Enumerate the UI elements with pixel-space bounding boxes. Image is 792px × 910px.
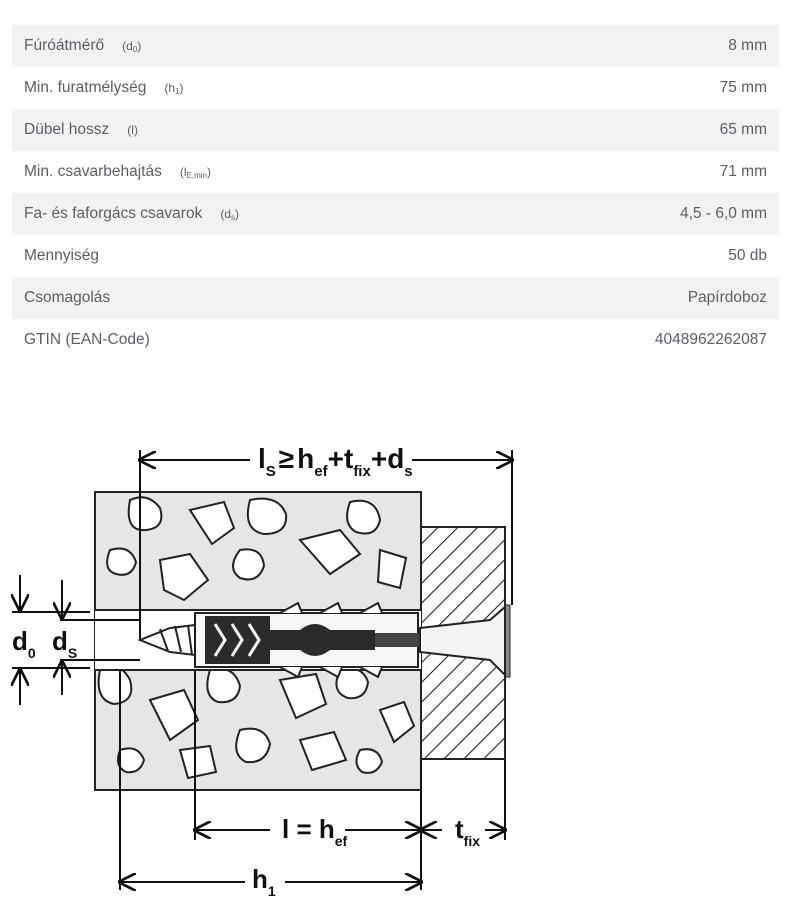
spec-value: 4048962262087 [654,331,767,348]
installation-diagram [0,430,560,900]
spec-value: 50 db [728,247,767,264]
ds-label: $d_S$ [52,626,78,661]
spec-label: Min. furatmélység [24,79,147,96]
spec-value: 8 mm [728,37,767,54]
spec-symbol-sub: 0 [132,44,138,54]
spec-label: GTIN (EAN-Code) [24,331,150,348]
spec-symbol: l [183,164,187,179]
spec-value: Papírdoboz [687,289,767,306]
spec-row-quantity [12,235,779,277]
spec-label: Dübel hossz [24,121,110,138]
spec-symbol-sub: 1 [175,86,180,96]
spec-row-min-drill-depth: Min. furatmélység $(h_1)$ 75 mm [24,79,767,96]
spec-row-screw-diameter: Fa- és faforgács csavarok $(d_s)$ 4,5 - 6,0 mm [12,193,779,235]
specs-table [12,25,779,361]
spec-symbol-sub: s [231,212,236,222]
h1-label: $h_1$ [252,864,276,899]
formula-label: $l_S \ge h_{ef}+t_{fix}+d_s$ [258,443,413,480]
spec-value: 75 mm [719,79,767,96]
spec-value: 4,5 - 6,0 mm [680,205,767,222]
spec-label: Min. csavarbehajtás [24,163,162,180]
spec-label: Csomagolás [24,289,111,306]
spec-symbol: d [224,206,232,221]
spec-label: Mennyiség [24,247,99,264]
anchor-length-label: $l = h_{ef}$ [282,814,348,849]
spec-label: Fa- és faforgács csavarok [24,205,203,222]
spec-label: Fúróátmérő [24,37,105,54]
tfix-label: $t_{fix}$ [455,814,481,849]
spec-row-min-screw-depth: Min. csavarbehajtás $(l_{E,min})$ 71 mm [24,163,767,180]
spec-value: 71 mm [719,163,767,180]
spec-row-gtin [12,319,779,361]
spec-value: 65 mm [719,121,767,138]
spec-symbol: l [131,123,134,137]
spec-row-packaging [12,277,779,319]
spec-symbol: d [126,38,133,53]
d0-label: $d_0$ [12,626,36,661]
spec-symbol: h [168,80,176,95]
spec-row-anchor-length: Dübel hossz (l) 65 mm [12,109,779,151]
spec-symbol-sub: E,min [186,170,207,180]
spec-row-drill-diameter: Fúróátmérő $(d_0)$ 8 mm [12,25,779,67]
